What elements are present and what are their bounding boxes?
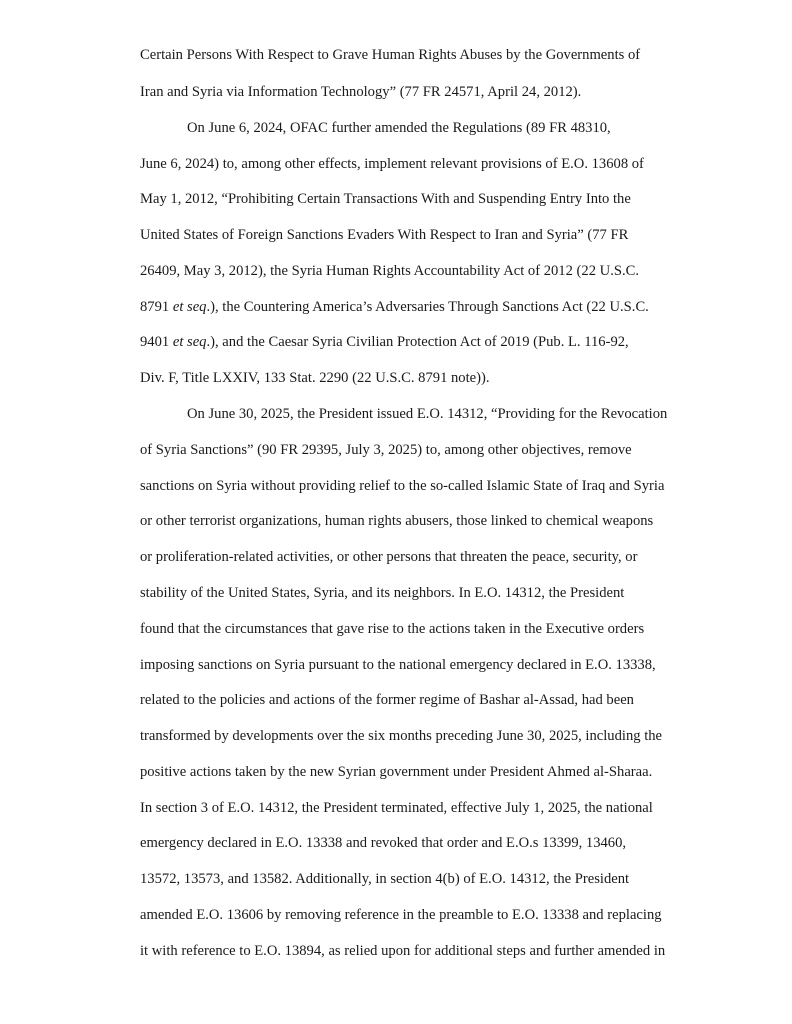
- text-line: related to the policies and actions of the former regime of Bashar al-Assad, had been: [140, 692, 634, 708]
- text-line: Div. F, Title LXXIV, 133 Stat. 2290 (22 U.S.C. 8791 note)).: [140, 370, 490, 386]
- text-line: 13572, 13573, and 13582. Additionally, in section 4(b) of E.O. 14312, the President: [140, 871, 630, 887]
- italic-text: et seq: [172, 334, 207, 350]
- paragraph-start-line: On June 6, 2024, OFAC further amended the Regulations (89 FR 48310,: [187, 120, 611, 136]
- text-line: amended E.O. 13606 by removing reference in the preamble to E.O. 13338 and replacing: [140, 907, 662, 923]
- text-segment: .), the Countering America’s Adversaries Through Sanctions Act (22 U.S.C.: [206, 299, 649, 315]
- text-line: [140, 298, 649, 316]
- text-segment: .), and the Caesar Syria Civilian Protection Act of 2019 (Pub. L. 116-92,: [206, 334, 629, 350]
- text-line: emergency declared in E.O. 13338 and revoked that order and E.O.s 13399, 13460,: [140, 835, 627, 851]
- text-line: Iran and Syria via Information Technology” (77 FR 24571, April 24, 2012).: [140, 84, 582, 100]
- text-line: sanctions on Syria without providing relief to the so-called Islamic State of Iraq and Syria: [140, 478, 665, 494]
- text-line: May 1, 2012, “Prohibiting Certain Transactions With and Suspending Entry Into the: [140, 191, 631, 207]
- text-segment: 8791: [140, 299, 173, 315]
- text-line: or proliferation-related activities, or other persons that threaten the peace, security, or: [140, 549, 638, 565]
- paragraph-start-line: On June 30, 2025, the President issued E.O. 14312, “Providing for the Revocation: [187, 406, 668, 422]
- text-line: positive actions taken by the new Syrian government under President Ahmed al-Sharaa.: [140, 764, 653, 780]
- text-line: Certain Persons With Respect to Grave Human Rights Abuses by the Governments of: [140, 47, 641, 63]
- text-line: found that the circumstances that gave rise to the actions taken in the Executive orders: [140, 621, 645, 637]
- text-line: of Syria Sanctions” (90 FR 29395, July 3, 2025) to, among other objectives, remove: [140, 442, 632, 458]
- text-segment: 9401: [140, 334, 173, 350]
- text-line: [140, 333, 629, 351]
- text-line: 26409, May 3, 2012), the Syria Human Rights Accountability Act of 2012 (22 U.S.C.: [140, 263, 639, 279]
- text-line: June 6, 2024) to, among other effects, implement relevant provisions of E.O. 13608 of: [140, 156, 644, 172]
- italic-text: et seq: [172, 299, 207, 315]
- text-line: or other terrorist organizations, human rights abusers, those linked to chemical weapons: [140, 513, 654, 529]
- text-line: it with reference to E.O. 13894, as relied upon for additional steps and further amended in: [140, 943, 666, 959]
- text-line: In section 3 of E.O. 14312, the President terminated, effective July 1, 2025, the national: [140, 800, 653, 816]
- text-line: transformed by developments over the six months preceding June 30, 2025, including the: [140, 728, 663, 744]
- text-line: imposing sanctions on Syria pursuant to the national emergency declared in E.O. 13338,: [140, 657, 656, 673]
- text-line: stability of the United States, Syria, and its neighbors. In E.O. 14312, the President: [140, 585, 625, 601]
- text-line: United States of Foreign Sanctions Evaders With Respect to Iran and Syria” (77 FR: [140, 227, 629, 243]
